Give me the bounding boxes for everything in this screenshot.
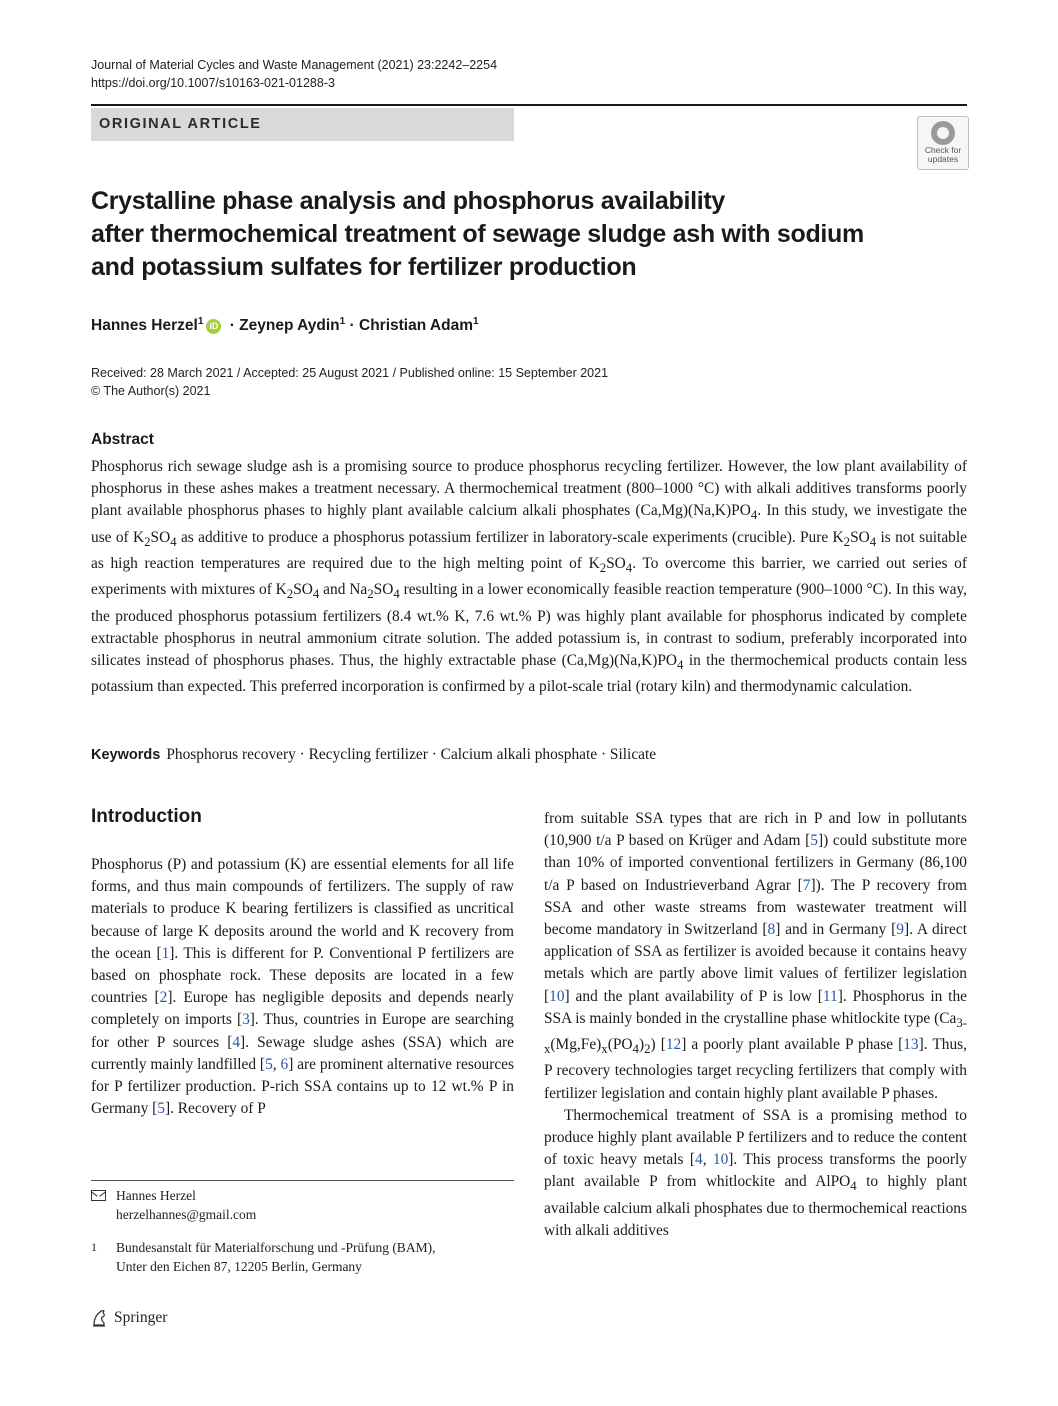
body-text: ]. Thus, P recovery technologies target recycling fertilizers that comply with fertilizer legislation and contain highly plant available P phases. [544, 1036, 968, 1102]
body-text: ]. Sewage sludge ashes (SSA) which are currently mainly landfilled [ [91, 1033, 514, 1073]
citation-link[interactable]: 8 [767, 921, 776, 939]
author-1-affil: 1 [197, 316, 204, 327]
publication-dates [91, 364, 608, 400]
abstract-text: SO [150, 528, 171, 546]
body-text: Thermochemical treatment of SSA is a promising method to produce highly plant available P fertilizers and to reduce the content of toxic heavy metals [ [544, 1106, 967, 1169]
abstract-heading: Abstract [91, 431, 154, 448]
footnote-rule [91, 1180, 514, 1181]
body-column-right [544, 808, 967, 1242]
citation-link[interactable]: 4 [695, 1151, 703, 1169]
abstract-text: SO [373, 581, 394, 599]
body-text: ]. Phosphorus in the SSA is mainly bonded in the crystalline phase whitlockite type (Ca [544, 987, 967, 1027]
subscript: 4 [393, 587, 400, 602]
abstract-text: . In this study, we investigate the use of K [91, 502, 967, 546]
title-line-2: after thermochemical treatment of sewage sludge ash with sodium [91, 220, 864, 248]
citation-link[interactable]: 2 [159, 989, 168, 1007]
citation-link[interactable]: 10 [712, 1151, 729, 1169]
badge-text-2: updates [927, 154, 959, 164]
doi-link[interactable]: https://doi.org/10.1007/s10163-021-01288-3 [91, 76, 335, 90]
subscript: 2 [367, 587, 374, 602]
article-type-bar [91, 108, 514, 141]
subscript: 4 [869, 534, 877, 549]
copyright-line: © The Author(s) 2021 [91, 384, 211, 398]
body-text: ) [ [650, 1036, 666, 1054]
publisher-name: Springer [114, 1309, 168, 1326]
paper-title [91, 185, 911, 284]
subscript: 4 [632, 1042, 639, 1057]
abstract-text: resulting in a lower economically feasible reaction temperature (900–1000 °C). In this way, the produced phosphorus potassium fertilizers (8.4 wt.% K, 7.6 wt.% P) was highly plant available for phosphorus indicated by complete extractable phosphorus in neutral ammonium citrate solution. The added potassium is, in contrast to sodium, preferably incorporated into silicates instead of phosphorus phases. Thus, the highly extractable phase (Ca,Mg)(Na,K)PO [91, 581, 967, 669]
body-text: Phosphorus (P) and potassium (K) are essential elements for all life forms, and thus main compounds of fertilizers. The supply of raw materials to produce K bearing fertilizers is classified as uncritical because of large K deposits around the world and K recovery from the ocean [ [91, 856, 514, 962]
envelope-icon [91, 1190, 106, 1201]
abstract-text: in the thermochemical products contain less potassium than expected. This preferred incorporation is confirmed by a pilot-scale trial (rotary kiln) and thermodynamic calculation. [91, 651, 967, 696]
citation-link[interactable]: 3 [242, 1011, 250, 1029]
abstract-text: SO [850, 528, 870, 546]
body-text: , [272, 1055, 281, 1073]
journal-header [91, 56, 497, 92]
body-text: , [702, 1151, 713, 1169]
footnote [91, 1186, 514, 1276]
title-line-3: and potassium sulfates for fertilizer production [91, 253, 637, 281]
citation-link[interactable]: 5 [157, 1100, 165, 1118]
subscript: 2 [843, 534, 851, 549]
body-text: (Mg,Fe) [550, 1036, 602, 1054]
body-text: ]. This process transforms the poorly plant available P from whitlockite and AlPO [544, 1151, 967, 1191]
citation-link[interactable]: 5 [810, 832, 818, 850]
body-text: ]. This is different for P. Conventional P fertilizers are based on phosphate rock. These deposits are located in a few countries [ [91, 944, 515, 1007]
journal-citation: Journal of Material Cycles and Waste Management (2021) 23:2242–2254 [91, 58, 498, 72]
article-type-label: ORIGINAL ARTICLE [99, 116, 262, 132]
paragraph [544, 808, 967, 1105]
body-text: ]). The P recovery from SSA and other waste streams from wastewater treatment will become mandatory in Switzerland [ [544, 876, 968, 939]
author-list [91, 311, 479, 337]
citation-link[interactable]: 7 [802, 876, 811, 894]
citation-link[interactable]: 13 [903, 1036, 919, 1054]
body-text: ]. Europe has negligible deposits and depends nearly completely on imports [ [91, 989, 514, 1029]
author-2[interactable]: Zeynep Aydin [239, 317, 340, 334]
citation-link[interactable]: 5 [265, 1055, 273, 1073]
corresponding-author [91, 1186, 514, 1224]
abstract-body [91, 456, 967, 698]
crossmark-icon [931, 121, 955, 145]
corresponding-email[interactable]: herzelhannes@gmail.com [116, 1207, 257, 1222]
body-text: (PO [607, 1036, 633, 1054]
body-text: ]. A direct application of SSA as fertilizer is avoided because it contains heavy metals which are partly above limit values of fertilizer legislation [ [544, 921, 967, 1005]
subscript: 4 [625, 561, 633, 576]
citation-link[interactable]: 10 [549, 987, 565, 1005]
citation-link[interactable]: 6 [280, 1055, 289, 1073]
body-text: to highly plant available calcium alkali phosphates due to thermochemical reactions with alkali additives [544, 1173, 967, 1239]
abstract-text: Phosphorus rich sewage sludge ash is a promising source to produce phosphorus recycling fertilizer. However, the low plant availability of phosphorus in these ashes makes a treatment necessary. A thermochemical treatment (800–1000 °C) with alkali additives transforms poorly plant available phosphorus phases to highly plant available calcium alkali phosphates (Ca,Mg)(Na,K)PO [91, 458, 967, 520]
title-line-1: Crystalline phase analysis and phosphorus availability [91, 187, 726, 215]
author-sep: · [345, 317, 359, 334]
keywords-label: Keywords [91, 747, 161, 763]
body-text: ] are prominent alternative resources for P fertilizer production. P-rich SSA contains up to 12 wt.% P in Germany [ [91, 1055, 514, 1118]
subscript: 2 [144, 534, 151, 549]
subscript: 2 [286, 587, 294, 602]
introduction-heading: Introduction [91, 806, 202, 827]
keywords [91, 744, 967, 766]
subscript: 4 [677, 658, 684, 673]
dates-line: Received: 28 March 2021 / Accepted: 25 August 2021 / Published online: 15 September 2021 [91, 366, 609, 380]
subscript: 2 [599, 561, 607, 576]
check-for-updates-badge[interactable] [917, 116, 969, 170]
body-text: ] and the plant availability of P is low [ [564, 987, 823, 1005]
affiliation-mark: 1 [91, 1240, 97, 1254]
author-1[interactable]: Hannes Herzel [91, 317, 198, 334]
affiliation [91, 1238, 514, 1276]
corresponding-name: Hannes Herzel [116, 1188, 196, 1203]
body-text: ]. Recovery of P [164, 1100, 266, 1118]
citation-link[interactable]: 12 [665, 1036, 682, 1054]
orcid-icon[interactable]: iD [206, 319, 221, 334]
paragraph [544, 1105, 967, 1242]
badge-text-1: Check for [924, 145, 962, 155]
body-column-left [91, 854, 514, 1120]
subscript: 2 [644, 1042, 651, 1057]
springer-horse-icon [91, 1309, 107, 1327]
publisher-logo [91, 1309, 167, 1327]
affiliation-line-1: Bundesanstalt für Materialforschung und -Prüfung (BAM), [116, 1240, 436, 1255]
body-text: ] and in Germany [ [775, 921, 897, 939]
abstract-text: and Na [319, 581, 368, 599]
abstract-text: SO [606, 554, 626, 572]
author-2-affil: 1 [339, 316, 346, 327]
abstract-text: as additive to produce a phosphorus potassium fertilizer in laboratory-scale experiments (crucible). Pure K [176, 528, 844, 546]
author-3[interactable]: Christian Adam [359, 317, 473, 334]
subscript: 4 [850, 1179, 857, 1194]
abstract-text: SO [293, 581, 313, 599]
citation-link[interactable]: 1 [161, 944, 170, 962]
citation-link[interactable]: 11 [822, 987, 838, 1005]
subscript: x [601, 1042, 608, 1057]
subscript: 4 [170, 534, 177, 549]
affiliation-line-2: Unter den Eichen 87, 12205 Berlin, Germany [116, 1259, 362, 1274]
body-text: ] a poorly plant available P phase [ [681, 1036, 904, 1054]
body-text: ) [638, 1036, 645, 1054]
subscript: 4 [312, 587, 320, 602]
author-sep: · [225, 317, 240, 334]
body-text: ]. Thus, countries in Europe are searching for other P sources [ [91, 1011, 514, 1051]
keywords-list: Phosphorus recovery · Recycling fertilizer · Calcium alkali phosphate · Silicate [166, 746, 657, 763]
paragraph [91, 854, 514, 1120]
citation-link[interactable]: 4 [232, 1033, 241, 1051]
abstract-text: is not suitable as high reaction temperatures are required due to the high melting point of K [91, 528, 967, 572]
author-3-affil: 1 [472, 316, 479, 327]
subscript: 4 [750, 508, 758, 523]
header-rule [91, 104, 967, 106]
subscript: 3-x [544, 1015, 967, 1057]
body-text: from suitable SSA types that are rich in P and low in pollutants (10,900 t/a P based on Krüger and Adam [ [544, 810, 967, 850]
body-text: ]) could substitute more than 10% of imported conventional fertilizers in Germany (86,100 t/a P based on Industrieverband Agrar [ [544, 832, 968, 894]
citation-link[interactable]: 9 [896, 921, 904, 939]
abstract-text: . To overcome this barrier, we carried out series of experiments with mixtures of K [91, 554, 967, 599]
